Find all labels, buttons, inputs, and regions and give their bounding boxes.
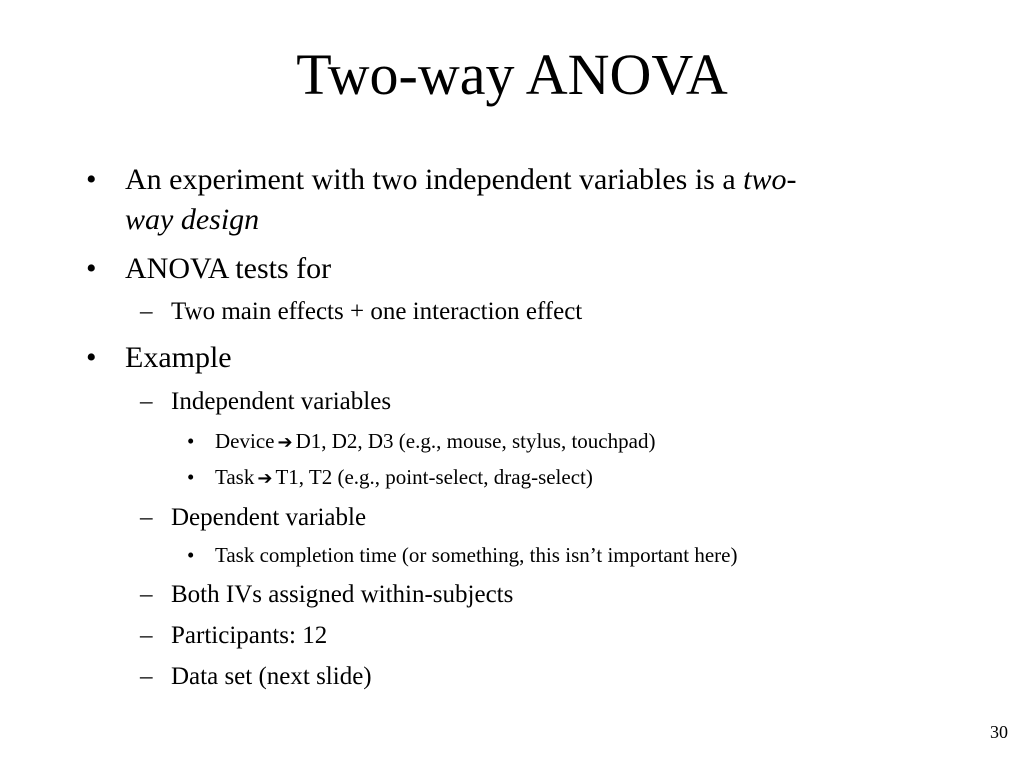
sub-sub-bullet-3-1-1-marker [187,428,194,454]
bullet-marker: • [86,163,97,196]
sub-bullet-3-2: Dependent variable [171,504,367,531]
sub-sub-bullet-3-2-1: Task completion time (or something, this isn’t important here) [215,543,738,567]
dash-marker: – [140,581,153,608]
sub-bullet-2-1: Two main effects + one interaction effect [171,298,583,325]
sub-sub-bullet-3-2-1-marker [187,542,194,568]
bullet-3-marker [86,340,97,376]
bullet-2: ANOVA tests for [125,252,332,285]
dash-marker: – [140,504,153,531]
task-levels: T1, T2 (e.g., point-select, drag-select) [275,465,593,489]
dash-marker: – [140,622,153,649]
bullet-marker: • [187,543,195,567]
bullet-3: Example [125,341,232,374]
dash-marker: – [140,663,153,690]
bullet-marker: • [187,429,195,453]
device-label: Device [215,429,275,453]
bullet-marker: • [86,252,97,285]
bullet-1-emphasis: two- [743,163,797,196]
sub-bullet-3-2-marker [140,503,153,533]
dash-marker: – [140,388,153,415]
slide-title: Two-way ANOVA [296,42,728,107]
bullet-1-text: An experiment with two independent variables is a [125,163,744,196]
task-label: Task [215,465,255,489]
sub-bullet-3-5-marker [140,662,153,692]
bullet-marker: • [187,465,195,489]
sub-sub-bullet-3-1-2 [215,464,593,492]
sub-sub-bullet-3-1-1 [215,428,655,456]
dash-marker: – [140,298,153,325]
slide-page-number: 30 [990,722,1008,742]
sub-bullet-3-5: Data set (next slide) [171,663,372,690]
right-arrow-icon: ➔ [277,432,293,453]
bullet-2-marker [86,251,97,287]
bullet-1-emphasis-continued: way design [125,203,260,236]
sub-bullet-3-3: Both IVs assigned within-subjects [171,581,514,608]
sub-bullet-3-1: Independent variables [171,388,392,415]
sub-bullet-2-1-marker [140,297,153,327]
sub-bullet-3-3-marker [140,580,153,610]
bullet-1-line-1 [125,162,797,198]
bullet-1 [86,162,97,198]
sub-sub-bullet-3-1-2-marker [187,464,194,490]
sub-bullet-3-4: Participants: 12 [171,622,328,649]
device-levels: D1, D2, D3 (e.g., mouse, stylus, touchpad) [295,429,656,453]
bullet-marker: • [86,341,97,374]
sub-bullet-3-1-marker [140,387,153,417]
bullet-1-line-2 [125,202,259,238]
right-arrow-icon: ➔ [257,468,273,489]
sub-bullet-3-4-marker [140,621,153,651]
